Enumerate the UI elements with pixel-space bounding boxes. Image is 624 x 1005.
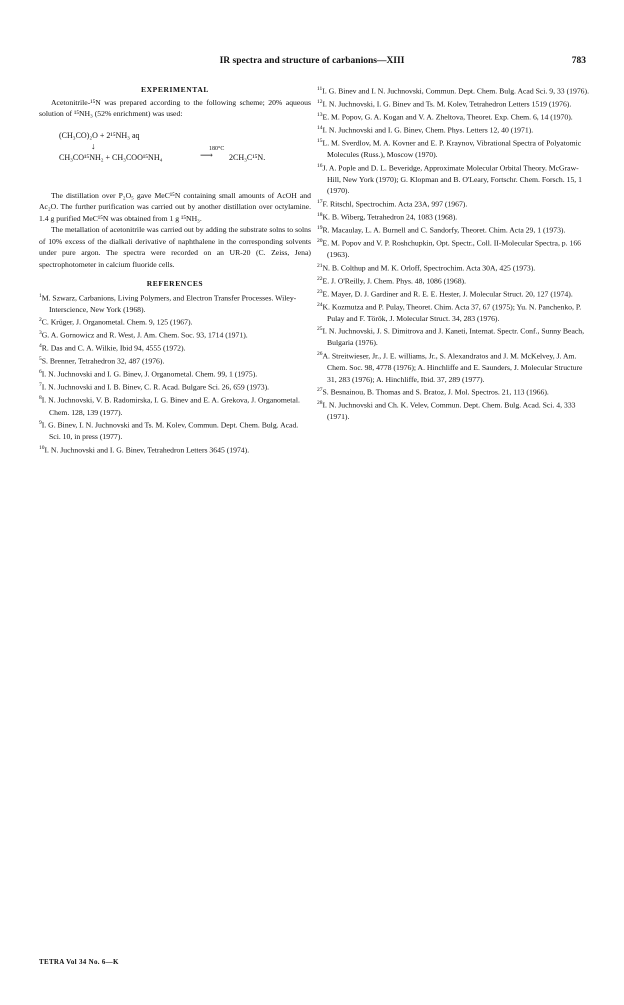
reference-text: L. M. Sverdlov, M. A. Kovner and E. P. Kraynov, Vibrational Spectra of Polyatomic Molecules (Russ.), Moscow (1970). [322,138,582,160]
reference-number: 16 [317,162,323,169]
reference-item [317,197,589,210]
reference-text: S. Brenner, Tetrahedron 32, 487 (1976). [41,356,165,366]
reference-number: 28 [317,400,323,407]
reference-item [39,354,311,367]
references-list-right [317,84,589,423]
reference-text: J. A. Pople and D. L. Beveridge, Approximate Molecular Orbital Theory. McGraw-Hill, New York (1970); G. Klopman and B. O'Leary, Fortschr. Chem. Forsch. 15, 1 (1970). [322,163,582,196]
reference-item [39,393,311,418]
reference-text: S. Besnainou, B. Thomas and S. Bratoz, J. Mol. Spectros. 21, 113 (1966). [322,387,549,397]
reference-number: 15 [317,138,323,145]
reaction-scheme [51,130,311,180]
reference-text: I. N. Juchnovski and Ch. K. Velev, Commun. Dept. Chem. Bulg. Acad. Sci. 4, 333 (1971). [322,400,576,422]
reference-number: 5 [39,356,42,363]
reference-text: K. B. Wiberg, Tetrahedron 24, 1083 (1968). [322,212,458,222]
reference-item [39,443,311,456]
page-number: 783 [571,56,586,66]
experimental-heading: EXPERIMENTAL [141,85,209,94]
reference-text: N. B. Colthup and M. K. Orloff, Spectrochim. Acta 30A, 425 (1973). [322,263,536,273]
reference-item [317,236,589,261]
reference-text: K. Kozmutza and P. Pulay, Theoret. Chim. Acta 37, 67 (1975); Yu. N. Panchenko, P. Pulay and F. Török, J. Molecular Struct. 34, 283 (1976). [322,302,582,323]
reference-number: 14 [317,125,323,132]
scheme-intermediates: CH₃CO¹⁵NH₂ + CH₃COO¹⁵NH₄ [59,152,163,162]
references-heading: REFERENCES [146,279,204,288]
reference-item [317,110,589,123]
reference-text: I. G. Binev and I. N. Juchnovski, Commun. Dept. Chem. Bulg. Acad Sci. 9, 33 (1976). [322,86,589,96]
reference-number: 12 [317,99,323,106]
reference-item [39,315,311,328]
reference-number: 18 [317,211,323,218]
reference-item [317,210,589,223]
reference-text: I. G. Binev, I. N. Juchnovski and Ts. M. Kolev, Commun. Dept. Chem. Bulg. Acad. Sci. 10, in press (1977). [41,420,299,442]
reference-text: R. Das and C. A. Wilkie, Ibid 94, 4555 (1972). [41,343,186,353]
reference-number: 11 [317,86,323,92]
reference-item [317,123,589,136]
reference-number: 19 [317,225,323,231]
reference-text: I. N. Juchnovski, J. S. Dimitrova and J. Kaneti, Internat. Spectr. Conf., Sunny Beach, Bulgaria (1976). [322,326,585,348]
reference-item [39,380,311,393]
reference-number: 1 [39,292,42,299]
reference-number: 23 [317,288,323,295]
scheme-reactants: (CH₃CO)₂O + 2¹⁵NH₃ aq [59,130,140,140]
running-title: IR spectra and structure of carbanions—XIII [219,56,405,66]
reference-number: 3 [39,330,42,337]
reference-text: I. N. Juchnovski and I. G. Binev, Chem. Phys. Letters 12, 40 (1971). [322,125,534,135]
reference-item [39,367,311,380]
reference-text: E. Mayer, D. J. Gardiner and R. E. E. Hester, J. Molecular Struct. 20, 127 (1974). [322,289,573,299]
page-footer: TETRA Vol 34 No. 6—K [39,958,119,966]
reference-number: 2 [39,317,42,324]
reference-text: I. N. Juchnovski and I. B. Binev, C. R. Acad. Bulgare Sci. 26, 659 (1973). [41,382,270,392]
reference-number: 22 [317,275,323,282]
reference-item [39,418,311,443]
reference-text: I. N. Juchnovski, I. G. Binev and Ts. M. Kolev, Tetrahedron Letters 1519 (1976). [322,99,572,109]
right-column [317,84,589,423]
reference-item [317,84,589,97]
reference-number: 10 [39,444,45,451]
reference-text: C. Krüger, J. Organometal. Chem. 9, 125 (1967). [41,317,193,327]
reference-item [317,398,589,423]
reference-text: E. M. Popov and V. P. Roshchupkin, Opt. Spectr., Coll. II-Molecular Spectra, p. 166 (1963). [322,238,582,260]
reference-item [317,324,589,349]
reference-number: 9 [39,420,42,426]
reference-text: I. N. Juchnovski, V. B. Radomirska, I. G. Binev and E. A. Grekova, J. Organometal. Chem. 128, 139 (1977). [41,396,300,417]
reference-item [317,136,589,161]
reference-item [317,300,589,325]
reference-number: 25 [317,326,323,333]
reference-item [317,385,589,398]
experimental-paragraph-2: The distillation over P₂O₅ gave MeC¹⁵N containing small amounts of AcOH and Ac₂O. The further purification was carried out by another distillation over octylamine. 1.4 g purified MeC¹⁵N was obtained from 1 g ¹⁵NH₃. [39,190,311,223]
experimental-paragraph-1: Acetonitrile-¹⁵N was prepared according to the following scheme; 20% aqueous solution of ¹⁵NH₃ (52% enrichment) was used: [39,97,311,118]
scheme-arrow-right: ⟶ [200,149,213,160]
page-header [0,56,624,72]
reference-text: I. N. Juchnovski and I. G. Binev, J. Organometal. Chem. 99, 1 (1975). [41,369,258,379]
reference-item [39,341,311,354]
reference-item [317,161,589,197]
scheme-arrow-down: ↓ [91,140,96,151]
reference-item [317,349,589,385]
reference-item [317,223,589,236]
reference-number: 13 [317,112,323,119]
reference-number: 6 [39,369,42,376]
reference-number: 7 [39,382,42,389]
experimental-paragraph-3: The metallation of acetonitrile was carried out by adding the substrate solns to solns of 10% excess of the dialkali derivative of naphthalene in the corresponding solvents under pure argon. The spectra were recorded on an UR-20 (C. Zeiss, Jena) spectrophotometer in calcium fluoride cells. [39,225,311,269]
reference-item [317,287,589,300]
reference-number: 17 [317,198,323,205]
left-column [39,84,311,456]
reference-number: 26 [317,350,323,357]
reference-text: E. J. O'Reilly, J. Chem. Phys. 48, 1086 (1968). [322,276,467,286]
reference-number: 4 [39,343,42,350]
reference-item [317,274,589,287]
reference-number: 27 [317,387,323,393]
reference-number: 21 [317,262,323,269]
reference-number: 8 [39,395,42,402]
reference-text: I. N. Juchnovski and I. G. Binev, Tetrahedron Letters 3645 (1974). [44,445,250,455]
reference-text: F. Ritschl, Spectrochim. Acta 23A, 997 (1967). [322,199,468,209]
reference-number: 24 [317,301,323,308]
reference-item [39,291,311,316]
reference-text: A. Streitwieser, Jr., J. E. williams, Jr., S. Alexandratos and J. M. McKelvey, J. Am. Chem. Soc. 98, 4778 (1976); A. Hinchliffe and E. Saunders, J. Molecular Structure 31, 283 (1976); A. Hinchliffe, Ibid. 37, 289 (1977). [322,351,583,384]
references-list-left [39,291,311,456]
reference-text: R. Macaulay, L. A. Burnell and C. Sandorfy, Theoret. Chim. Acta 29, 1 (1973). [322,225,566,235]
reference-text: E. M. Popov, G. A. Kogan and V. A. Zheltova, Theoret. Exp. Chem. 6, 14 (1970). [322,112,573,122]
reference-item [317,261,589,274]
reference-number: 20 [317,238,323,245]
reference-item [39,328,311,341]
reference-item [317,97,589,110]
reference-text: M. Szwarz, Carbanions, Living Polymers, and Electron Transfer Processes. Wiley-Interscience, New York (1968). [41,293,297,314]
scheme-conditions: 180°C [209,145,225,152]
scheme-product: 2CH₃C¹⁵N. [229,152,266,162]
reference-text: G. A. Gornowicz and R. West, J. Am. Chem. Soc. 93, 1714 (1971). [41,330,248,340]
